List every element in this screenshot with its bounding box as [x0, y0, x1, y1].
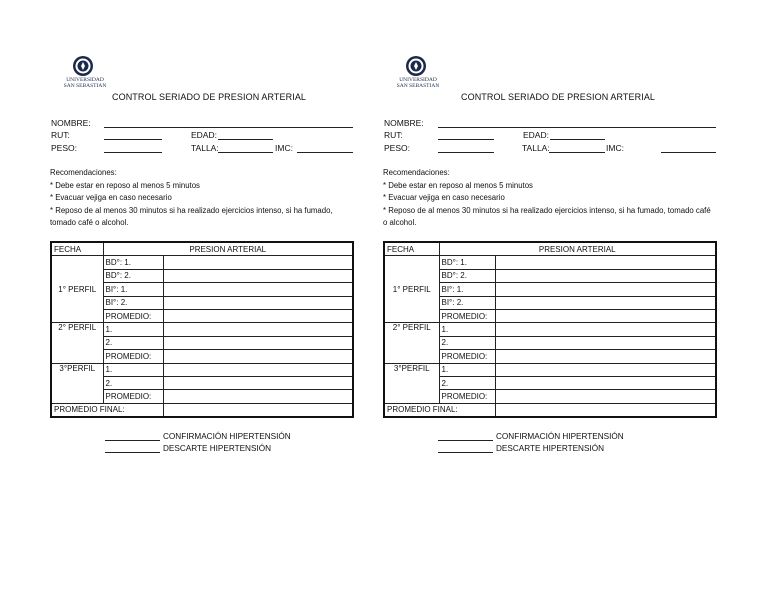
header-fecha: FECHA: [384, 242, 439, 256]
blood-pressure-table: [50, 241, 354, 418]
promedio-value-cell[interactable]: [163, 350, 353, 363]
table-row: [51, 256, 353, 269]
recommendations: [50, 167, 350, 230]
imc-field[interactable]: [297, 152, 353, 153]
promedio-value-cell[interactable]: [495, 350, 716, 363]
reading-1-label: 1.: [103, 323, 163, 336]
reading-2-value-cell[interactable]: [163, 336, 353, 349]
reading-1-value-cell[interactable]: [163, 323, 353, 336]
bd1-value-cell[interactable]: [495, 256, 716, 269]
imc-field[interactable]: [661, 152, 716, 153]
university-logo: [54, 55, 114, 91]
confirmacion-row: [105, 432, 291, 441]
blood-pressure-table: [383, 241, 717, 418]
nombre-field[interactable]: [104, 127, 353, 128]
promedio-label: PROMEDIO:: [439, 350, 495, 363]
bd2-label: BD°: 2.: [103, 269, 163, 282]
reading-1-label: 1.: [439, 323, 495, 336]
promedio-value-cell[interactable]: [163, 390, 353, 403]
nombre-label: NOMBRE:: [51, 118, 91, 128]
bi1-label: BI°: 1.: [103, 283, 163, 296]
table-row: [51, 323, 353, 336]
bd2-value-cell[interactable]: [495, 269, 716, 282]
rut-label: RUT:: [51, 130, 70, 140]
university-name-line1: UNIVERSIDAD: [66, 77, 104, 83]
perfil-2-label: 2° PERFIL: [384, 323, 439, 363]
bd1-value-cell[interactable]: [163, 256, 353, 269]
recommendation-item: * Debe estar en reposo al menos 5 minutos: [383, 180, 533, 190]
reading-2-label: 2.: [439, 376, 495, 389]
recommendation-item: * Evacuar vejiga en caso necesario: [383, 193, 505, 202]
peso-field[interactable]: [438, 152, 494, 153]
edad-field[interactable]: [218, 139, 273, 140]
peso-label: PESO:: [384, 143, 410, 153]
header-presion-arterial: PRESION ARTERIAL: [439, 242, 716, 256]
confirmacion-row: [438, 432, 624, 441]
bd1-label: BD°: 1.: [103, 256, 163, 269]
table-row: [51, 403, 353, 417]
perfil-1-label: 1° PERFIL: [384, 256, 439, 323]
table-header-row: [384, 242, 716, 256]
university-seal-icon: [405, 55, 427, 77]
nombre-field[interactable]: [438, 127, 716, 128]
reading-2-label: 2.: [439, 336, 495, 349]
bi2-value-cell[interactable]: [495, 296, 716, 309]
recommendation-item: * Debe estar en reposo al menos 5 minutos: [50, 180, 200, 190]
university-name-line2: SAN SEBASTIAN: [63, 83, 107, 89]
form-title: CONTROL SERIADO DE PRESION ARTERIAL: [461, 92, 656, 102]
university-name: [54, 77, 116, 89]
rut-label: RUT:: [384, 130, 403, 140]
descarte-checkline[interactable]: [105, 445, 160, 453]
bi1-value-cell[interactable]: [163, 283, 353, 296]
nombre-label: NOMBRE:: [384, 118, 424, 128]
bi1-value-cell[interactable]: [495, 283, 716, 296]
recommendations-heading: Recomendaciones:: [383, 168, 450, 177]
reading-2-label: 2.: [103, 376, 163, 389]
reading-2-label: 2.: [103, 336, 163, 349]
promedio-final-label: PROMEDIO FINAL:: [384, 403, 495, 417]
promedio-value-cell[interactable]: [163, 309, 353, 322]
bi2-label: BI°: 2.: [439, 296, 495, 309]
table-row: [384, 323, 716, 336]
promedio-label: PROMEDIO:: [103, 350, 163, 363]
reading-1-label: 1.: [103, 363, 163, 376]
reading-1-value-cell[interactable]: [495, 363, 716, 376]
recommendation-item: * Reposo de al menos 30 minutos si ha realizado ejercicios intenso, si ha fumado, tomado café o alcohol.: [383, 205, 711, 227]
promedio-value-cell[interactable]: [495, 390, 716, 403]
descarte-label: DESCARTE HIPERTENSIÓN: [496, 444, 604, 453]
descarte-row: [438, 444, 604, 453]
promedio-label: PROMEDIO:: [103, 390, 163, 403]
reading-1-value-cell[interactable]: [495, 323, 716, 336]
bi2-label: BI°: 2.: [103, 296, 163, 309]
university-logo: [387, 55, 447, 91]
perfil-1-label: 1° PERFIL: [51, 256, 103, 323]
recommendation-item: * Evacuar vejiga en caso necesario: [50, 193, 172, 202]
bi2-value-cell[interactable]: [163, 296, 353, 309]
table-row: [384, 363, 716, 376]
table-row: [51, 363, 353, 376]
promedio-label: PROMEDIO:: [103, 309, 163, 322]
promedio-label: PROMEDIO:: [439, 390, 495, 403]
promedio-final-value-cell[interactable]: [163, 403, 353, 417]
rut-field[interactable]: [104, 139, 162, 140]
perfil-3-label: 3°PERFIL: [51, 363, 103, 403]
table-row: [384, 256, 716, 269]
imc-label: IMC:: [606, 143, 624, 153]
edad-label: EDAD:: [523, 130, 549, 140]
bp-control-form-left: [50, 0, 380, 594]
confirmacion-checkline[interactable]: [105, 433, 160, 441]
confirmacion-label: CONFIRMACIÓN HIPERTENSIÓN: [496, 432, 624, 441]
descarte-checkline[interactable]: [438, 445, 493, 453]
confirmacion-checkline[interactable]: [438, 433, 493, 441]
descarte-row: [105, 444, 271, 453]
confirmacion-label: CONFIRMACIÓN HIPERTENSIÓN: [163, 432, 291, 441]
university-name-line1: UNIVERSIDAD: [399, 77, 437, 83]
university-name: [387, 77, 449, 89]
peso-field[interactable]: [104, 152, 162, 153]
peso-label: PESO:: [51, 143, 77, 153]
edad-field[interactable]: [550, 139, 605, 140]
promedio-label: PROMEDIO:: [439, 309, 495, 322]
talla-field[interactable]: [218, 152, 273, 153]
promedio-final-value-cell[interactable]: [495, 403, 716, 417]
bd2-label: BD°: 2.: [439, 269, 495, 282]
recommendations: [383, 167, 713, 230]
talla-label: TALLA:: [191, 143, 219, 153]
table-header-row: [51, 242, 353, 256]
talla-field[interactable]: [549, 152, 605, 153]
reading-1-value-cell[interactable]: [163, 363, 353, 376]
rut-field[interactable]: [438, 139, 494, 140]
imc-label: IMC:: [275, 143, 293, 153]
reading-2-value-cell[interactable]: [163, 376, 353, 389]
table-row: [384, 403, 716, 417]
recommendations-heading: Recomendaciones:: [50, 168, 117, 177]
reading-2-value-cell[interactable]: [495, 376, 716, 389]
university-seal-icon: [72, 55, 94, 77]
university-name-line2: SAN SEBASTIAN: [396, 83, 440, 89]
bd1-label: BD°: 1.: [439, 256, 495, 269]
reading-2-value-cell[interactable]: [495, 336, 716, 349]
promedio-value-cell[interactable]: [495, 309, 716, 322]
form-title: CONTROL SERIADO DE PRESION ARTERIAL: [112, 92, 307, 102]
bd2-value-cell[interactable]: [163, 269, 353, 282]
bp-control-form-right: [383, 0, 713, 594]
header-fecha: FECHA: [51, 242, 103, 256]
promedio-final-label: PROMEDIO FINAL:: [51, 403, 163, 417]
bi1-label: BI°: 1.: [439, 283, 495, 296]
recommendation-item: * Reposo de al menos 30 minutos si ha realizado ejercicios intenso, si ha fumado, tomado café o alcohol.: [50, 205, 333, 227]
edad-label: EDAD:: [191, 130, 217, 140]
talla-label: TALLA:: [522, 143, 550, 153]
reading-1-label: 1.: [439, 363, 495, 376]
perfil-2-label: 2° PERFIL: [51, 323, 103, 363]
descarte-label: DESCARTE HIPERTENSIÓN: [163, 444, 271, 453]
perfil-3-label: 3°PERFIL: [384, 363, 439, 403]
header-presion-arterial: PRESION ARTERIAL: [103, 242, 353, 256]
